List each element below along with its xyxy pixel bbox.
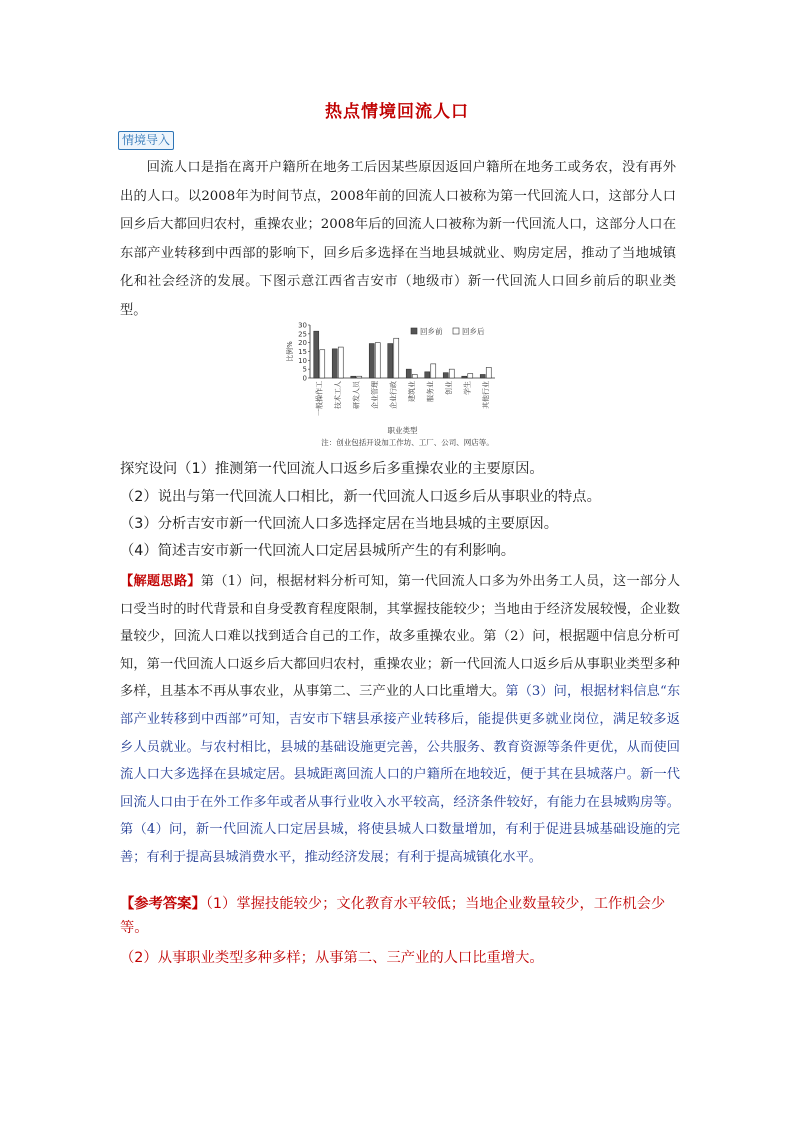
question-4: （4）简述吉安市新一代回流人口定居县城所产生的有利影响。 bbox=[120, 543, 516, 559]
bar-before bbox=[332, 349, 337, 378]
legend-swatch bbox=[453, 328, 459, 334]
answer-2: （2）从事职业类型多种多样；从事第二、三产业的人口比重增大。 bbox=[120, 950, 544, 966]
y-tick-label: 0 bbox=[302, 374, 307, 383]
intro-text: 回流人口是指在离开户籍所在地务工后因某些原因返回户籍所在地务工或务农，没有再外出的人口。以2008年为时间节点，2008年前的回流人口被称为第一代回流人口，这部分人口回乡后大都回归农村，重操农业；2008年后的回流人口被称为新一代回流人口，这部分人口在东部产业转移到中西部的影响下，回乡后多选择在当地县城就业、购房定居，推动了当地城镇化和社会经济的发展。下图示意江西省吉安市（地级市）新一代回流人口回乡前后的职业类型。 bbox=[120, 160, 676, 318]
analysis-section bbox=[120, 568, 680, 872]
page-title: 热点情境回流人口 bbox=[325, 102, 469, 122]
bar-after bbox=[375, 343, 380, 378]
y-tick-label: 10 bbox=[298, 356, 307, 365]
legend-label: 回乡后 bbox=[462, 327, 485, 336]
y-tick-label: 15 bbox=[298, 348, 307, 356]
bar-before bbox=[388, 344, 393, 378]
bar-before bbox=[369, 344, 374, 378]
bar-after bbox=[486, 367, 491, 378]
bar-after bbox=[412, 374, 417, 378]
bar-after bbox=[320, 350, 325, 378]
x-tick-label: 企业管理 bbox=[370, 381, 379, 409]
bar-after bbox=[468, 374, 473, 378]
y-tick-label: 30 bbox=[298, 321, 307, 330]
chart-note: 注：创业包括开设加工作坊、工厂、公司、网店等。 bbox=[321, 438, 494, 447]
bar-after bbox=[394, 338, 399, 378]
bar-after bbox=[338, 347, 343, 378]
answer-1: （1）掌握技能较少；文化教育水平较低；当地企业数量较少，工作机会少等。 bbox=[120, 896, 666, 936]
question-1: 探究设问（1）推测第一代回流人口返乡后多重操农业的主要原因。 bbox=[120, 461, 544, 477]
bar-after bbox=[431, 364, 436, 378]
bar-before bbox=[480, 374, 485, 378]
bar-before bbox=[351, 376, 356, 378]
x-tick-label: 一般操作工 bbox=[315, 381, 324, 416]
analysis-label: 【解题思路】 bbox=[120, 574, 201, 589]
bar-before bbox=[314, 331, 319, 378]
legend-swatch bbox=[411, 328, 417, 334]
answer-label: 【参考答案】 bbox=[120, 896, 206, 912]
legend-label: 回乡前 bbox=[420, 327, 443, 336]
analysis-text-part2: 第（3）问，根据材料信息“东部产业转移到中西部”可知，吉安市下辖县承接产业转移后，能提供更多就业岗位，满足较多返乡人员就业。与农村相比，县城的基础设施更完善，公共服务、教育资源等条件更优，从而使回流人口大多选择在县城定居。县城距离回流人口的户籍所在地较近，便于其在县城落户。新一代回流人口由于在外工作多年或者从事行业收入水平较高，经济条件较好，有能力在县城购房等。第（4）问，新一代回流人口定居县城，将使县城人口数量增加，有利于促进县城基础设施的完善；有利于提高县城消费水平，推动经济发展；有利于提高城镇化水平。 bbox=[120, 684, 681, 865]
analysis-text-part1: 第（1）问，根据材料分析可知，第一代回流人口多为外出务工人员，这一部分人口受当时的时代背景和自身受教育程度限制，其掌握技能较少；当地由于经济发展较慢，企业数量较少，回流人口难以找到适合自己的工作，故多重操农业。第（2）问，根据题中信息分析可知，第一代回流人口返乡后大都回归农村，重操农业；新一代回流人口返乡后从事职业类型多种多样，且基本不再从事农业，从事第二、三产业的人口比重增大。 bbox=[120, 574, 681, 700]
bar-after bbox=[449, 369, 454, 378]
x-tick-label: 创业 bbox=[444, 381, 453, 395]
section-tag: 情境导入 bbox=[118, 131, 174, 150]
x-tick-label: 其他行业 bbox=[481, 381, 490, 409]
x-tick-label: 技术工人 bbox=[333, 381, 342, 409]
x-tick-label: 建筑业 bbox=[407, 381, 416, 402]
bar-before bbox=[462, 376, 467, 378]
y-axis-label: 比例% bbox=[286, 341, 294, 362]
question-2: （2）说出与第一代回流人口相比，新一代回流人口返乡后从事职业的特点。 bbox=[120, 489, 601, 505]
y-tick-label: 5 bbox=[302, 365, 307, 374]
bar-before bbox=[406, 369, 411, 378]
question-3: （3）分析吉安市新一代回流人口多选择定居在当地县城的主要原因。 bbox=[120, 516, 558, 532]
bar-chart bbox=[283, 315, 515, 450]
y-tick-label: 20 bbox=[298, 339, 307, 348]
x-tick-label: 服务业 bbox=[426, 381, 435, 402]
x-tick-label: 企业行政 bbox=[389, 381, 398, 409]
answer-section bbox=[120, 892, 680, 940]
x-tick-label: 研发人员 bbox=[352, 381, 361, 409]
x-axis-label: 职业类型 bbox=[387, 426, 418, 435]
intro-paragraph bbox=[120, 154, 676, 325]
bar-after bbox=[357, 376, 362, 378]
y-tick-label: 25 bbox=[298, 330, 307, 339]
x-tick-label: 学生 bbox=[463, 381, 472, 395]
bar-before bbox=[443, 373, 448, 378]
bar-before bbox=[425, 372, 430, 378]
